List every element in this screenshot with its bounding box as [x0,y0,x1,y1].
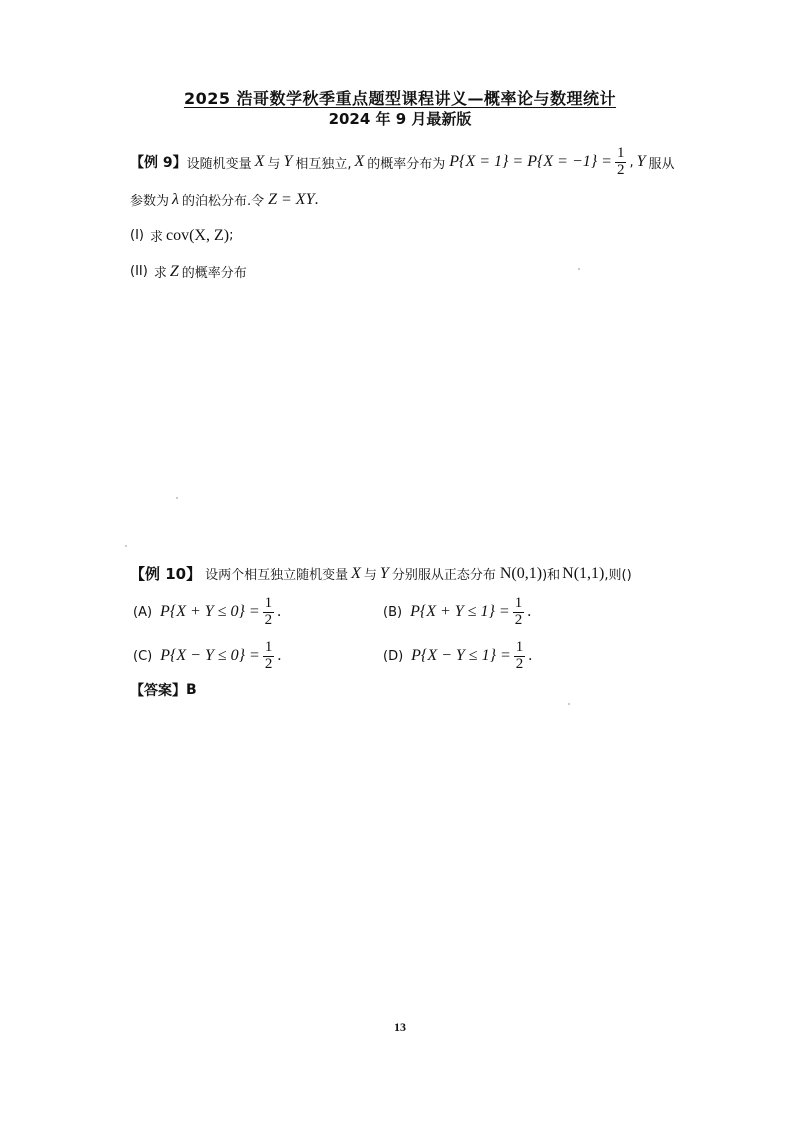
answer-label: 【答案】 [130,683,186,699]
example10-stem: 【例 10】 设两个相互独立随机变量 X 与 Y 分别服从正态分布 N(0,1) )和 N(1,1) ,则() [130,564,632,583]
header-subtitle: 2024 年 9 月最新版 [328,110,472,128]
example9-label: 【例 9】 [130,155,187,172]
scan-speck [176,497,178,499]
example10-label: 【例 10】 [130,565,202,583]
example9-z-definition: Z = XY [268,190,315,208]
scan-speck [568,703,570,705]
example9-stem-line2: 参数为 λ 的泊松分布.令 Z = XY . [130,190,319,209]
option-b: (B) P{X + Y ≤ 1} = $\frac{1}{2}$ . [383,595,532,628]
scan-speck [125,545,127,547]
header-title: 2025 浩哥数学秋季重点题型课程讲义—概率论与数理统计 [183,89,617,108]
answer-value: B [186,682,197,698]
example9-part2: (II) 求 Z 的概率分布 [130,262,247,281]
option-a: (A) P{X + Y ≤ 0} = $\frac{1}{2}$ . [133,595,282,628]
example9-distribution-expr: P{X = 1} = P{X = −1} = [449,153,612,171]
option-c: (C) P{X − Y ≤ 0} = $\frac{1}{2}$ . [133,639,282,672]
option-d: (D) P{X − Y ≤ 1} = $\frac{1}{2}$ . [383,639,533,672]
scan-speck [578,268,580,270]
example9-cov-expr: cov(X, Z) [166,226,230,244]
example9-fraction: $\frac{1}{2}$ [616,145,625,178]
example9-part1: (I) 求 cov(X, Z) ; [130,226,234,245]
example10-answer [130,680,197,700]
example9-stem-line1: 【例 9】 设随机变量 X 与 Y 相互独立, X 的概率分布为 P{X = 1} = P{X = −1} = $\frac{1}{2}$ , Y 服从 [130,145,675,178]
page-number: 13 [394,1020,406,1034]
